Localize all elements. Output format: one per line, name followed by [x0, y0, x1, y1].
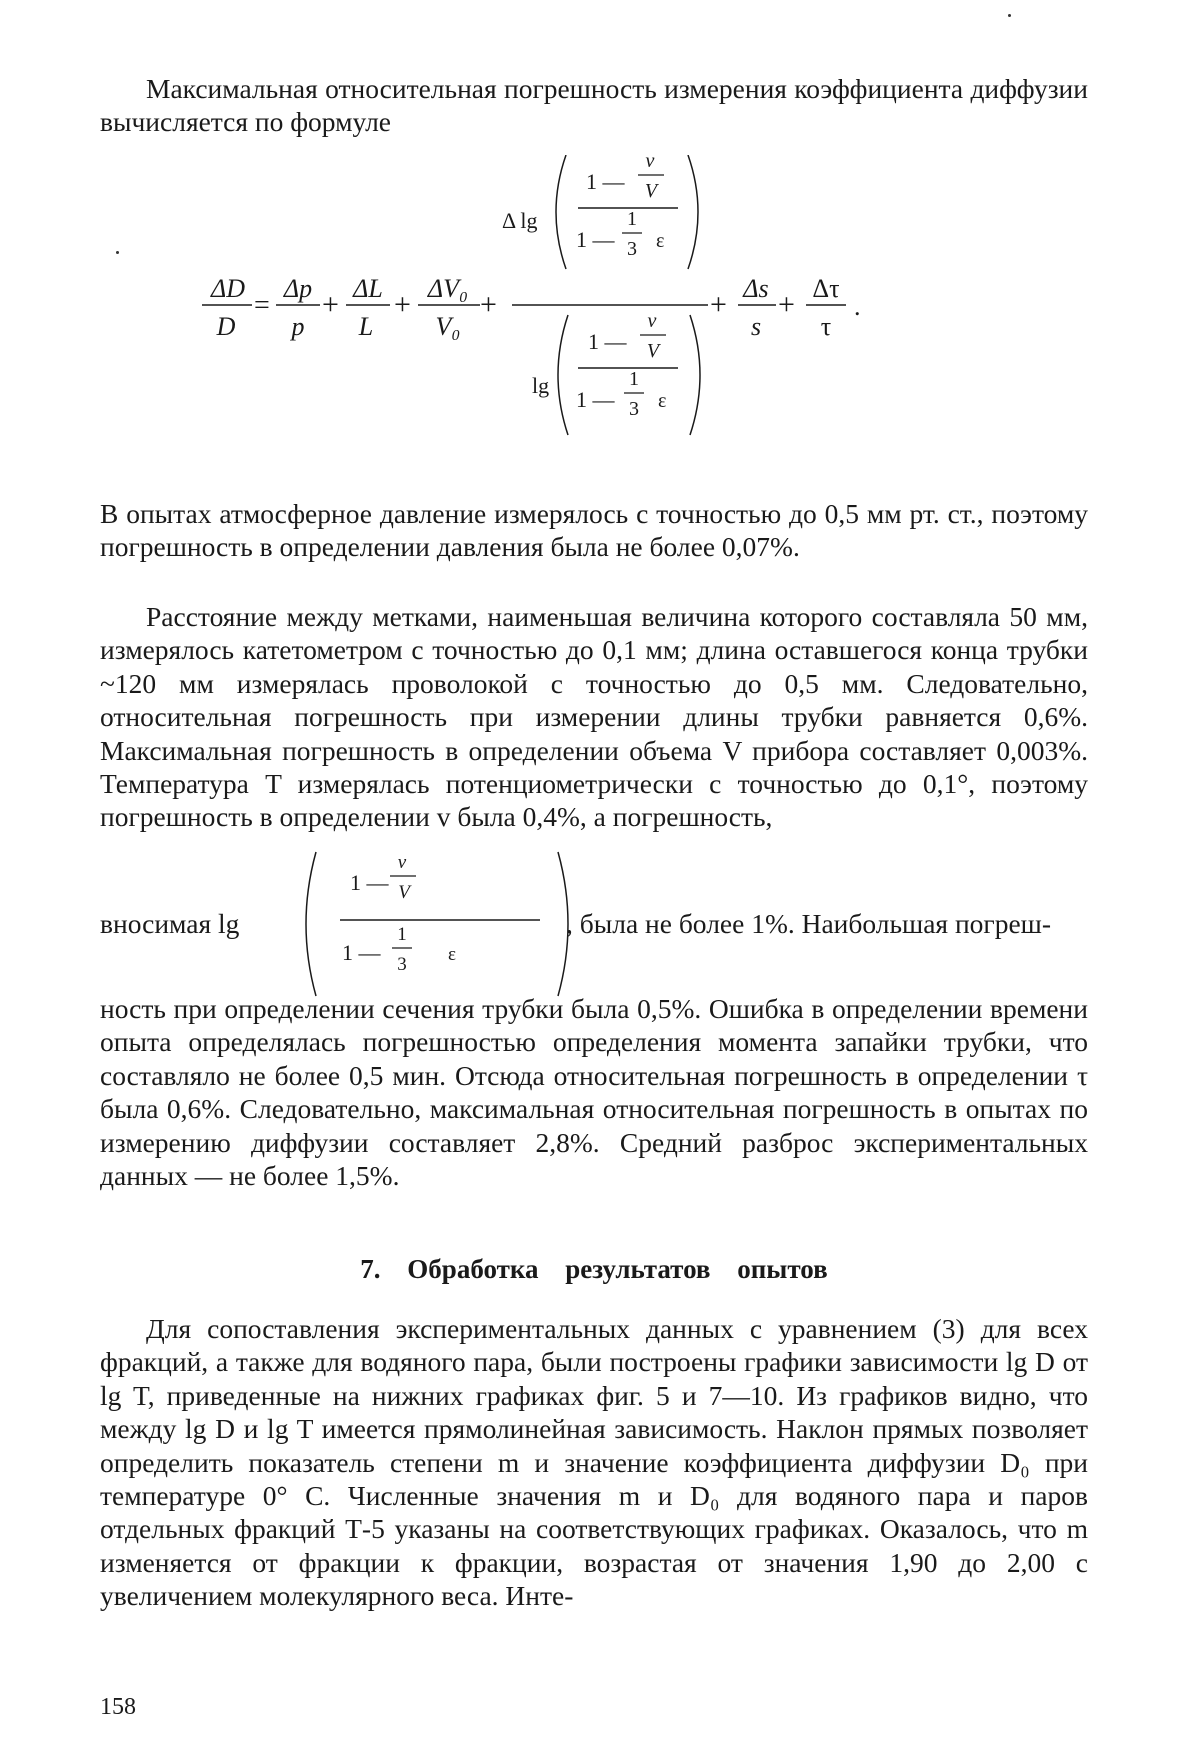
svg-text:1: 1 [629, 368, 639, 390]
inline-lg-fraction [298, 850, 578, 1000]
paragraph-errors: ность при определении сечения трубки была 0,5%. Ошибка в определении времени опыта определялась погрешностью определения момента запайки трубки, что составляло не более 0,5 мин. Отсюда относительная погрешность в определении τ была 0,6%. Следовательно, максимальная относительная погрешность в опытах по измерению диффузии составляет 2,8%. Средний разброс экспериментальных данных — не более 1,5%. [100, 993, 1088, 1192]
svg-text:v: v [397, 852, 407, 873]
svg-text:1: 1 [627, 208, 637, 230]
term-s-denominator: s [750, 312, 762, 341]
svg-text:+: + [322, 288, 339, 321]
paragraph-measurements: Расстояние между метками, наименьшая величина которого составляла 50 мм, измерялось катетометром с точностью до 0,1 мм; длина оставшегося конца трубки ~120 мм измерялась проволокой с точностью до 0,5 мм. Следовательно, относительная погрешность при измерении длины трубки равняется 0,6%. Максимальная погрешность в определении объема V прибора составляет 0,003%. Температура T измерялась потенциометрически с точностью до 0,1°, поэтому погрешность в определении v была 0,4%, а погрешность, [100, 601, 1088, 833]
svg-text:ε: ε [658, 390, 667, 412]
scan-speck [116, 251, 119, 254]
inline-formula-line [100, 850, 1088, 1000]
svg-text:.: . [854, 292, 861, 321]
svg-text:+: + [480, 288, 497, 321]
term-v0-numerator: ΔV₀ [427, 274, 469, 303]
lhs-numerator: ΔD [210, 274, 246, 303]
inline-formula-prefix: вносимая lg [100, 908, 240, 939]
svg-text:v: v [645, 155, 655, 172]
paragraph-processing: Для сопоставления экспериментальных данных с уравнением (3) для всех фракций, а также для водяного пара, были построены графики зависимости lg D от lg T, приведенные на нижних графиках фиг. 5 и 7—10. Из графиков видно, что между lg D и lg T имеется прямолинейная зависимость. Наклон прямых позволяет определить показатель степени m и значение коэффициента диффузии D₀ при температуре 0° С. Численные значения m и D₀ для водяного пара и паров отдельных фракций Т-5 указаны на соответствующих графиках. Оказалось, что m изменяется от фракции к фракции, возрастая от значения 1,90 до 2,00 с увеличением молекулярного веса. Инте- [100, 1313, 1088, 1612]
svg-text:1 —: 1 — [342, 940, 381, 965]
inline-formula-suffix: , была не более 1%. Наибольшая погреш- [566, 908, 1051, 939]
lhs-denominator: D [216, 312, 236, 341]
svg-text:1 —: 1 — [588, 329, 627, 354]
svg-text:1 —: 1 — [576, 387, 615, 412]
svg-text:+: + [394, 288, 411, 321]
svg-text:=: = [254, 290, 270, 321]
term-l-numerator: ΔL [353, 274, 383, 303]
svg-text:3: 3 [629, 398, 639, 420]
svg-text:V: V [646, 340, 660, 362]
svg-text:V: V [644, 180, 658, 202]
svg-text:1 —: 1 — [576, 227, 615, 252]
page-number: 158 [100, 1694, 136, 1720]
term-tau-denominator: τ [820, 312, 832, 341]
svg-text:+: + [710, 288, 727, 321]
svg-text:V: V [398, 882, 410, 903]
term-v0-denominator: V₀ [435, 312, 461, 341]
scan-speck [1008, 14, 1011, 17]
svg-text:1 —: 1 — [350, 870, 389, 895]
section-heading: 7. Обработка результатов опытов [360, 1254, 828, 1284]
svg-text:1: 1 [397, 924, 407, 945]
svg-text:1 —: 1 — [586, 169, 625, 194]
svg-text:3: 3 [397, 954, 407, 975]
term-s-numerator: Δs [743, 274, 769, 303]
svg-text:v: v [647, 310, 657, 332]
term-p-numerator: Δp [283, 274, 313, 303]
svg-text:3: 3 [627, 238, 637, 260]
term-l-denominator: L [358, 312, 374, 341]
term-p-denominator: p [291, 312, 305, 341]
svg-text:ε: ε [656, 230, 665, 252]
paragraph-intro: Максимальная относительная погрешность измерения коэффициента диффузии вычисляется по формуле [100, 73, 1088, 138]
lg-label: lg [532, 373, 550, 398]
delta-lg-label: Δ lg [502, 208, 538, 233]
svg-text:ε: ε [448, 944, 456, 965]
error-formula [190, 155, 1010, 475]
paragraph-pressure: В опытах атмосферное давление измерялось с точностью до 0,5 мм рт. ст., поэтому погрешность в определении давления была не более 0,07%. [100, 498, 1088, 563]
svg-text:+: + [778, 288, 795, 321]
term-tau-numerator: Δτ [812, 274, 840, 303]
